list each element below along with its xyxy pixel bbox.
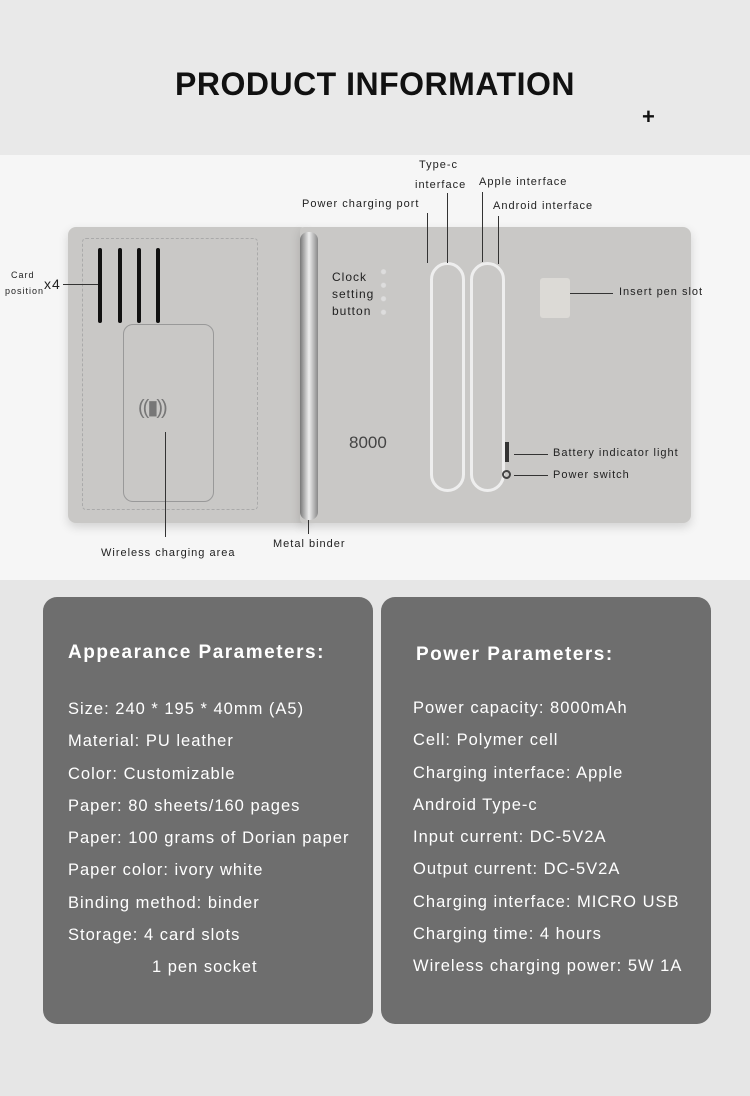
pen-label: Insert pen slot [619, 286, 704, 298]
list-item: Android Type-c [413, 795, 538, 814]
list-item: Charging interface: MICRO USB [413, 892, 680, 911]
battery-label: Battery indicator light [553, 447, 679, 459]
wireless-charging-icon: ((▮)) [138, 397, 166, 419]
list-item: Paper: 80 sheets/160 pages [68, 796, 301, 815]
page-title: PRODUCT INFORMATION [175, 66, 575, 102]
typec-label-1: Type-c [419, 159, 459, 171]
list-item: Output current: DC-5V2A [413, 860, 621, 879]
card-position-label: Card [11, 270, 35, 280]
list-item: Paper: 100 grams of Dorian paper [68, 829, 350, 848]
wireless-pad [123, 324, 214, 502]
power-list [413, 699, 682, 990]
list-item: Size: 240 * 195 * 40mm (A5) [68, 700, 305, 718]
list-item: Wireless charging power: 5W 1A [413, 957, 683, 976]
list-item: Input current: DC-5V2A [413, 828, 607, 847]
binder-label: Metal binder [273, 538, 346, 550]
power-switch[interactable] [502, 470, 511, 479]
battery-light [505, 442, 509, 462]
clock-label-3: button [332, 304, 372, 318]
apple-label: Apple interface [479, 176, 568, 188]
list-item: Color: Customizable [68, 764, 236, 783]
power-title: Power Parameters: [416, 644, 614, 665]
list-item: Material: PU leather [68, 732, 234, 751]
list-item: Charging interface: Apple [413, 763, 624, 782]
card-slot [137, 248, 141, 323]
power-port-label: Power charging port [302, 198, 420, 210]
list-item: Paper color: ivory white [68, 861, 264, 880]
appearance-list [68, 700, 349, 991]
card-slot [118, 248, 122, 323]
capacity-print: 8000 [349, 433, 387, 452]
power-card [381, 597, 711, 1024]
plus-icon: + [642, 104, 655, 129]
metal-binder [300, 232, 318, 520]
cable-right [470, 262, 505, 492]
clock-buttons [380, 265, 387, 319]
card-slot [98, 248, 102, 323]
list-item: Cell: Polymer cell [413, 731, 559, 750]
card-count: x4 [44, 276, 61, 292]
appearance-card [43, 597, 373, 1024]
switch-label: Power switch [553, 469, 630, 481]
list-item: 1 pen socket [152, 958, 258, 977]
clock-label-2: setting [332, 287, 375, 301]
list-item: Power capacity: 8000mAh [413, 699, 628, 717]
list-item: Storage: 4 card slots [68, 926, 241, 945]
typec-label-2: interface [415, 179, 467, 191]
cable-left [430, 262, 465, 492]
wireless-label: Wireless charging area [101, 547, 236, 559]
list-item: Charging time: 4 hours [413, 925, 602, 944]
clock-label-1: Clock [332, 270, 368, 284]
card-slot [156, 248, 160, 323]
pen-slot [540, 278, 570, 318]
android-label: Android interface [493, 200, 594, 212]
card-position-label-2: position [5, 286, 45, 296]
list-item: Binding method: binder [68, 893, 260, 912]
appearance-title: Appearance Parameters: [68, 642, 325, 663]
